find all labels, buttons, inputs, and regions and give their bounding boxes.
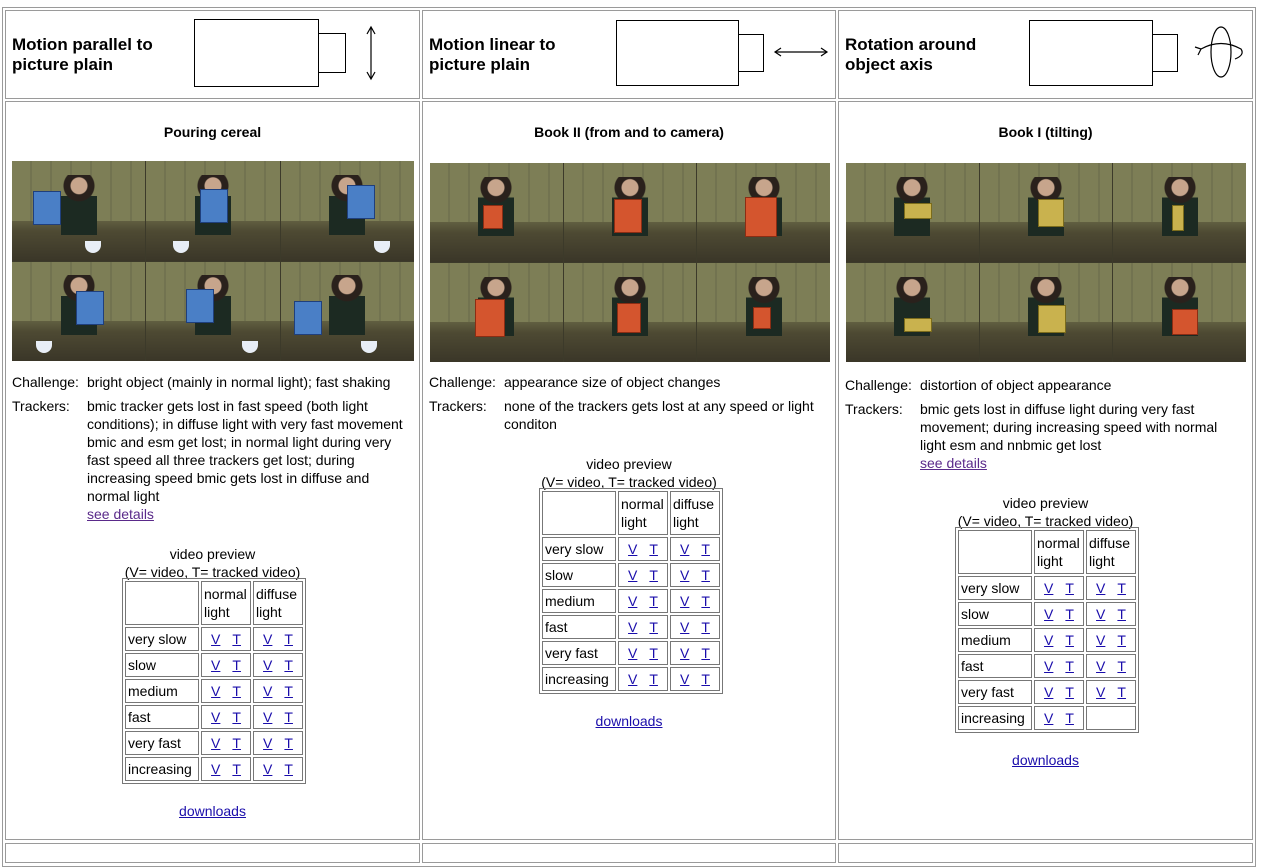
- tracked-video-link[interactable]: T: [649, 671, 658, 687]
- trackers-text: bmic gets lost in diffuse light during very fast movement; during increasing speed with normal light esm and nnbmic get lost: [920, 401, 1218, 453]
- camera-body-icon: [194, 19, 319, 87]
- table-corner: [125, 581, 199, 625]
- video-link[interactable]: V: [680, 541, 690, 557]
- normal-links: [201, 627, 251, 651]
- video-link[interactable]: V: [263, 761, 273, 777]
- normal-links: [618, 563, 668, 587]
- table-row: [542, 537, 720, 561]
- thumbnail: [281, 262, 414, 362]
- camera-body-icon: [616, 20, 739, 86]
- trackers-text: none of the trackers gets lost at any speed or light conditon: [504, 398, 814, 432]
- challenge-text: distortion of object appearance: [920, 377, 1112, 393]
- tracked-video-link[interactable]: T: [701, 593, 710, 609]
- scene-cell-pouring-cereal: [5, 101, 420, 840]
- video-link[interactable]: V: [263, 683, 273, 699]
- downloads-link[interactable]: downloads: [179, 803, 246, 819]
- tracked-video-link[interactable]: T: [284, 709, 293, 725]
- col-header-normal-light: normal light: [618, 491, 668, 535]
- speed-label: very fast: [542, 641, 616, 665]
- scene-cell-book-ii: [422, 101, 836, 840]
- col-header-diffuse-light: diffuse light: [670, 491, 720, 535]
- normal-links: [618, 641, 668, 665]
- thumbnail: [12, 161, 145, 261]
- video-link[interactable]: V: [628, 671, 638, 687]
- thumbnail: [281, 161, 414, 261]
- normal-links: [201, 757, 251, 781]
- trackers-label: Trackers:: [429, 398, 487, 414]
- normal-links: [201, 731, 251, 755]
- table-row: [958, 628, 1136, 652]
- trackers-label: Trackers:: [12, 398, 70, 414]
- next-row-cell: [5, 843, 420, 863]
- normal-links: [618, 589, 668, 613]
- header-cell-rotation: [838, 10, 1253, 99]
- video-link[interactable]: V: [628, 645, 638, 661]
- speed-label: slow: [958, 602, 1032, 626]
- challenge-label: Challenge:: [12, 374, 79, 390]
- speed-label: increasing: [125, 757, 199, 781]
- speed-label: very slow: [958, 576, 1032, 600]
- scene-cell-book-i: [838, 101, 1253, 840]
- speed-label: slow: [125, 653, 199, 677]
- header-title: Rotation around object axis: [845, 35, 977, 74]
- video-link[interactable]: V: [1096, 580, 1106, 596]
- tracked-video-link[interactable]: T: [1065, 658, 1074, 674]
- video-link[interactable]: V: [211, 761, 221, 777]
- challenge-row: [845, 376, 1246, 394]
- video-link[interactable]: V: [1044, 658, 1054, 674]
- table-row: [125, 679, 303, 703]
- vertical-arrow-icon: [364, 25, 378, 81]
- tracked-video-link[interactable]: T: [284, 631, 293, 647]
- trackers-label: Trackers:: [845, 401, 903, 417]
- table-row: [542, 589, 720, 613]
- normal-links: [1034, 680, 1084, 704]
- table-corner: [958, 530, 1032, 574]
- challenge-text: appearance size of object changes: [504, 374, 721, 390]
- diffuse-links: [253, 627, 303, 651]
- scene-title: Book I (tilting): [998, 124, 1093, 140]
- next-row-cell: [838, 843, 1253, 863]
- video-preview-table: [955, 527, 1139, 733]
- video-link[interactable]: V: [211, 735, 221, 751]
- tracked-video-link[interactable]: T: [284, 657, 293, 673]
- thumbnail: [12, 262, 145, 362]
- speed-label: fast: [125, 705, 199, 729]
- tracked-video-link[interactable]: T: [701, 671, 710, 687]
- video-link[interactable]: V: [263, 735, 273, 751]
- table-corner: [542, 491, 616, 535]
- video-link[interactable]: V: [1044, 710, 1054, 726]
- table-row: [958, 706, 1136, 730]
- table-row: [542, 615, 720, 639]
- camera-body-icon: [1029, 20, 1153, 86]
- tracked-video-link[interactable]: T: [232, 761, 241, 777]
- diffuse-links: [1086, 628, 1136, 652]
- speed-label: very slow: [125, 627, 199, 651]
- horizontal-arrow-icon: [773, 45, 829, 59]
- video-preview-table: [539, 488, 723, 694]
- speed-label: increasing: [958, 706, 1032, 730]
- table-row: [125, 705, 303, 729]
- thumbnail: [980, 163, 1113, 262]
- trackers-row: [12, 397, 413, 523]
- video-link[interactable]: V: [680, 619, 690, 635]
- thumbnail: [1113, 263, 1246, 362]
- col-header-diffuse-light: diffuse light: [253, 581, 303, 625]
- diffuse-links: [1086, 680, 1136, 704]
- challenge-row: [12, 373, 413, 391]
- thumbnail: [980, 263, 1113, 362]
- speed-label: fast: [958, 654, 1032, 678]
- table-row: [125, 627, 303, 651]
- challenge-label: Challenge:: [845, 377, 912, 393]
- downloads-link[interactable]: downloads: [1012, 752, 1079, 768]
- header-title: Motion parallel to picture plain: [12, 35, 153, 74]
- tracked-video-link[interactable]: T: [1117, 684, 1126, 700]
- tracked-video-link[interactable]: T: [649, 619, 658, 635]
- video-link[interactable]: V: [263, 709, 273, 725]
- video-link[interactable]: V: [680, 671, 690, 687]
- header-title: Motion linear to picture plain: [429, 35, 556, 74]
- tracked-video-link[interactable]: T: [232, 709, 241, 725]
- tracked-video-link[interactable]: T: [284, 761, 293, 777]
- thumbnail: [697, 263, 830, 362]
- video-link[interactable]: V: [628, 541, 638, 557]
- video-link[interactable]: V: [263, 657, 273, 673]
- video-link[interactable]: V: [1044, 606, 1054, 622]
- tracked-video-link[interactable]: T: [649, 541, 658, 557]
- video-link[interactable]: V: [1096, 684, 1106, 700]
- tracked-video-link[interactable]: T: [1117, 580, 1126, 596]
- tracked-video-link[interactable]: T: [1065, 710, 1074, 726]
- normal-links: [201, 653, 251, 677]
- tracked-video-link[interactable]: T: [1065, 684, 1074, 700]
- tracked-video-link[interactable]: T: [232, 683, 241, 699]
- normal-links: [201, 705, 251, 729]
- table-row: [125, 757, 303, 781]
- speed-label: very fast: [958, 680, 1032, 704]
- diffuse-links: [253, 705, 303, 729]
- scene-thumbnail-grid: [846, 163, 1246, 362]
- normal-links: [201, 679, 251, 703]
- speed-label: increasing: [542, 667, 616, 691]
- normal-links: [1034, 654, 1084, 678]
- video-link[interactable]: V: [680, 593, 690, 609]
- trackers-row: [845, 400, 1246, 472]
- tracked-video-link[interactable]: T: [649, 567, 658, 583]
- video-preview-caption: video preview (V= video, T= tracked video): [124, 546, 301, 580]
- diffuse-links: [1086, 602, 1136, 626]
- normal-links: [1034, 706, 1084, 730]
- thumbnail: [846, 163, 979, 262]
- speed-label: medium: [542, 589, 616, 613]
- challenge-label: Challenge:: [429, 374, 496, 390]
- tracked-video-link[interactable]: T: [1065, 632, 1074, 648]
- normal-links: [1034, 628, 1084, 652]
- diffuse-links: [670, 615, 720, 639]
- thumbnail: [146, 161, 279, 261]
- header-cell-parallel: [5, 10, 420, 99]
- camera-lens-icon: [738, 34, 764, 72]
- table-row: [958, 680, 1136, 704]
- tracked-video-link[interactable]: T: [649, 593, 658, 609]
- speed-label: slow: [542, 563, 616, 587]
- normal-links: [1034, 602, 1084, 626]
- video-link[interactable]: V: [1096, 606, 1106, 622]
- table-row: [542, 563, 720, 587]
- tracked-video-link[interactable]: T: [1065, 580, 1074, 596]
- tracked-video-link[interactable]: T: [232, 631, 241, 647]
- col-header-normal-light: normal light: [1034, 530, 1084, 574]
- tracked-video-link[interactable]: T: [701, 567, 710, 583]
- video-link[interactable]: V: [263, 631, 273, 647]
- tracked-video-link[interactable]: T: [284, 683, 293, 699]
- scene-title: Pouring cereal: [163, 124, 262, 140]
- tracked-video-link[interactable]: T: [1065, 606, 1074, 622]
- video-link[interactable]: V: [628, 593, 638, 609]
- rotation-icon: [1189, 23, 1249, 81]
- normal-links: [1034, 576, 1084, 600]
- table-row: [542, 667, 720, 691]
- col-header-normal-light: normal light: [201, 581, 251, 625]
- video-link[interactable]: V: [628, 567, 638, 583]
- video-link[interactable]: V: [211, 657, 221, 673]
- video-preview-table: [122, 578, 306, 784]
- see-details-link[interactable]: see details: [87, 506, 154, 522]
- thumbnail: [846, 263, 979, 362]
- diffuse-links: [1086, 654, 1136, 678]
- video-preview-caption: video preview (V= video, T= tracked video): [541, 456, 717, 490]
- normal-links: [618, 667, 668, 691]
- speed-label: very fast: [125, 731, 199, 755]
- video-link[interactable]: V: [1096, 658, 1106, 674]
- video-link[interactable]: V: [211, 709, 221, 725]
- tracked-video-link[interactable]: T: [284, 735, 293, 751]
- scene-thumbnail-grid: [12, 161, 414, 361]
- video-preview-caption: video preview (V= video, T= tracked video): [957, 495, 1134, 529]
- table-row: [125, 653, 303, 677]
- header-cell-linear: [422, 10, 836, 99]
- video-link[interactable]: V: [628, 619, 638, 635]
- diffuse-links: [670, 537, 720, 561]
- camera-lens-icon: [318, 33, 346, 73]
- tracked-video-link[interactable]: T: [1117, 632, 1126, 648]
- scene-thumbnail-grid: [430, 163, 830, 362]
- video-link[interactable]: V: [1096, 632, 1106, 648]
- table-row: [542, 641, 720, 665]
- diffuse-links: [253, 731, 303, 755]
- challenge-text: bright object (mainly in normal light); fast shaking: [87, 374, 391, 390]
- thumbnail: [146, 262, 279, 362]
- thumbnail: [1113, 163, 1246, 262]
- empty-cell: [1086, 706, 1136, 730]
- speed-label: medium: [125, 679, 199, 703]
- diffuse-links: [253, 757, 303, 781]
- trackers-text: bmic tracker gets lost in fast speed (both light conditions); in diffuse light with very fast movement bmic and esm get lost; in normal light during very fast speed all three trackers get lost; during increasing speed bmic gets lost in diffuse and normal light: [87, 398, 403, 504]
- tracked-video-link[interactable]: T: [1117, 658, 1126, 674]
- tracked-video-link[interactable]: T: [701, 645, 710, 661]
- tracked-video-link[interactable]: T: [232, 735, 241, 751]
- video-link[interactable]: V: [1044, 580, 1054, 596]
- thumbnail: [564, 263, 697, 362]
- table-row: [958, 654, 1136, 678]
- challenge-row: [429, 373, 829, 391]
- speed-label: medium: [958, 628, 1032, 652]
- thumbnail: [430, 163, 563, 262]
- tracked-video-link[interactable]: T: [649, 645, 658, 661]
- table-row: [958, 576, 1136, 600]
- video-link[interactable]: V: [211, 683, 221, 699]
- speed-label: very slow: [542, 537, 616, 561]
- thumbnail: [564, 163, 697, 262]
- tracked-video-link[interactable]: T: [701, 541, 710, 557]
- diffuse-links: [253, 679, 303, 703]
- col-header-diffuse-light: diffuse light: [1086, 530, 1136, 574]
- see-details-link[interactable]: see details: [920, 455, 987, 471]
- thumbnail: [430, 263, 563, 362]
- trackers-row: [429, 397, 829, 433]
- tracked-video-link[interactable]: T: [1117, 606, 1126, 622]
- diffuse-links: [253, 653, 303, 677]
- speed-label: fast: [542, 615, 616, 639]
- video-link[interactable]: V: [680, 567, 690, 583]
- table-row: [125, 731, 303, 755]
- scene-title: Book II (from and to camera): [534, 124, 724, 140]
- normal-links: [618, 615, 668, 639]
- video-link[interactable]: V: [1044, 684, 1054, 700]
- diffuse-links: [670, 641, 720, 665]
- diffuse-links: [1086, 576, 1136, 600]
- downloads-link[interactable]: downloads: [595, 713, 663, 729]
- video-link[interactable]: V: [1044, 632, 1054, 648]
- diffuse-links: [670, 563, 720, 587]
- tracked-video-link[interactable]: T: [701, 619, 710, 635]
- video-link[interactable]: V: [680, 645, 690, 661]
- diffuse-links: [670, 667, 720, 691]
- video-link[interactable]: V: [211, 631, 221, 647]
- thumbnail: [697, 163, 830, 262]
- next-row-cell: [422, 843, 836, 863]
- camera-lens-icon: [1152, 34, 1178, 72]
- table-row: [958, 602, 1136, 626]
- diffuse-links: [670, 589, 720, 613]
- normal-links: [618, 537, 668, 561]
- tracked-video-link[interactable]: T: [232, 657, 241, 673]
